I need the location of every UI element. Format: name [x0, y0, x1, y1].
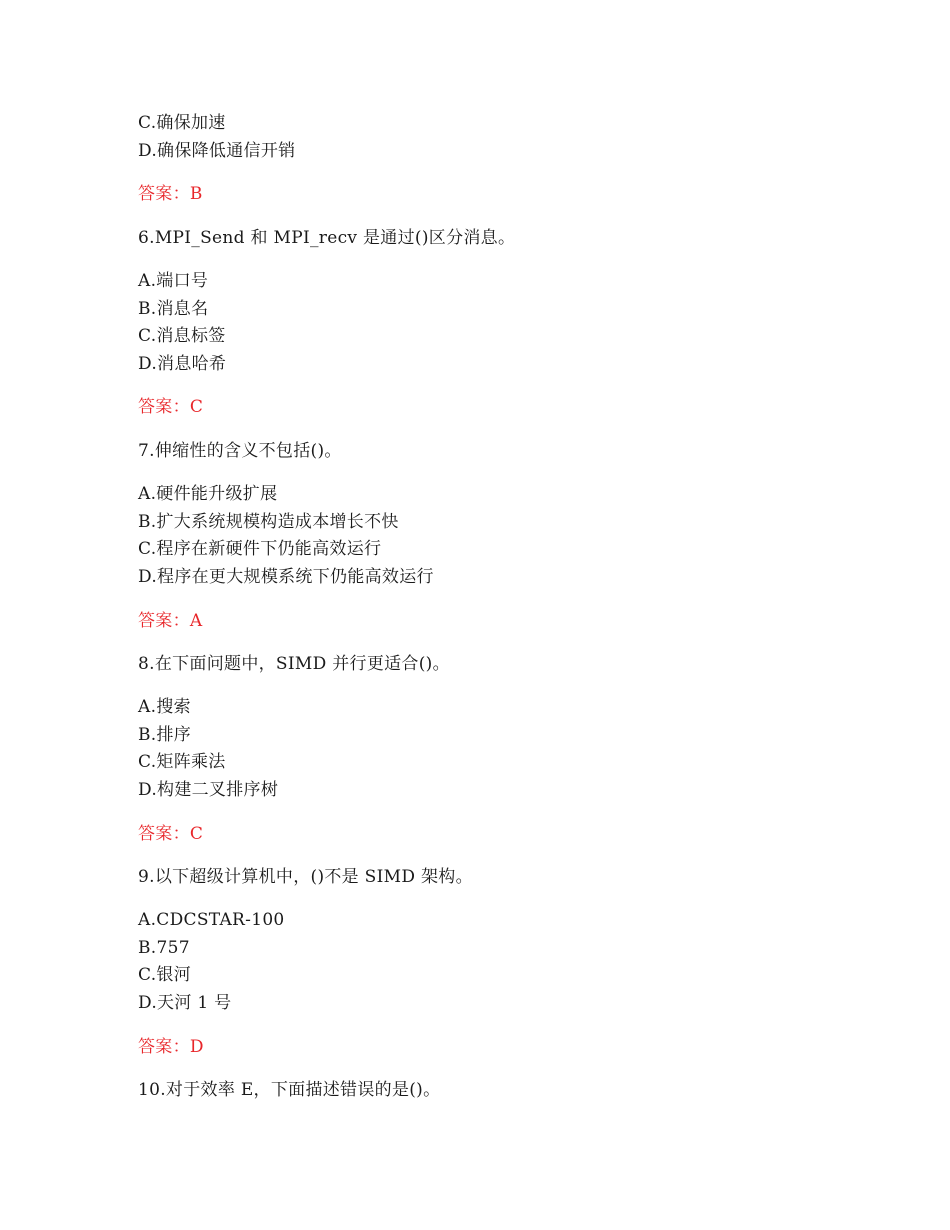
option-d: D.消息哈希	[138, 354, 227, 374]
answer-label: 答案：B	[138, 184, 203, 204]
question-6: 6.MPI_Send 和 MPI_recv 是通过()区分消息。	[138, 228, 516, 248]
option-d: D.天河 1 号	[138, 993, 232, 1013]
option-a: A.CDCSTAR-100	[138, 910, 285, 930]
option-b: B.消息名	[138, 299, 209, 319]
option-a: A.端口号	[138, 271, 209, 291]
option-d: D.程序在更大规模系统下仍能高效运行	[138, 567, 434, 587]
option-d: D.确保降低通信开销	[138, 141, 296, 161]
option-a: A.搜索	[138, 697, 191, 717]
option-d: D.构建二叉排序树	[138, 780, 279, 800]
option-b: B.扩大系统规模构造成本增长不快	[138, 512, 399, 532]
option-c: C.矩阵乘法	[138, 752, 226, 772]
option-c: C.确保加速	[138, 113, 226, 133]
answer-label: 答案：A	[138, 611, 203, 631]
option-a: A.硬件能升级扩展	[138, 484, 278, 504]
option-c: C.消息标签	[138, 326, 226, 346]
question-10: 10.对于效率 E，下面描述错误的是()。	[138, 1080, 441, 1100]
option-b: B.757	[138, 938, 190, 958]
option-b: B.排序	[138, 725, 192, 745]
option-c: C.银河	[138, 965, 192, 985]
answer-label: 答案：D	[138, 1037, 204, 1057]
answer-label: 答案：C	[138, 824, 204, 844]
question-7: 7.伸缩性的含义不包括()。	[138, 441, 342, 461]
question-8: 8.在下面问题中，SIMD 并行更适合()。	[138, 654, 450, 674]
option-c: C.程序在新硬件下仍能高效运行	[138, 539, 382, 559]
answer-label: 答案：C	[138, 397, 204, 417]
question-9: 9.以下超级计算机中，()不是 SIMD 架构。	[138, 867, 473, 887]
